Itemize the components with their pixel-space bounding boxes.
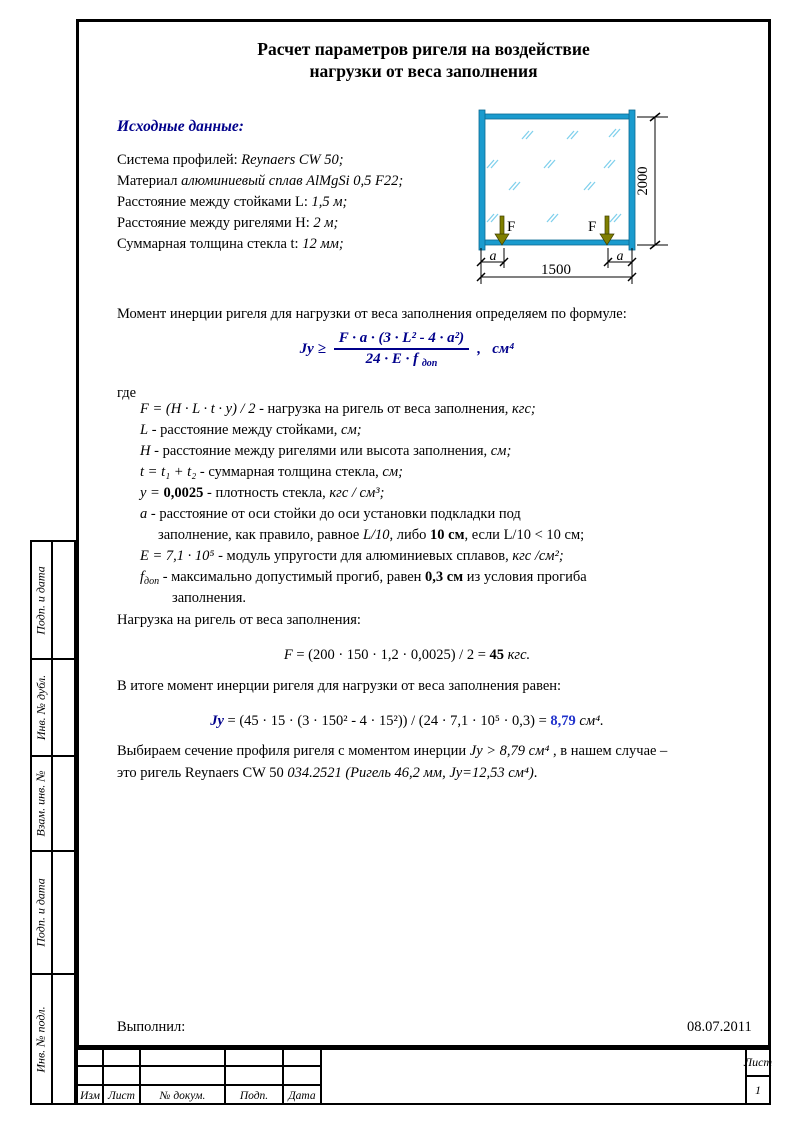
- text-segment: заполнения.: [172, 590, 247, 606]
- text-segment: Reynaers CW 50;: [241, 152, 344, 168]
- text-segment: алюминиевый сплав AlMgSi 0,5 F22;: [181, 173, 404, 189]
- page-title-line2: нагрузки от веса заполнения: [309, 61, 538, 81]
- stamp-main-cell: [320, 1048, 747, 1105]
- stamp-cell-data: [282, 1084, 322, 1105]
- text-segment: кгс.: [507, 647, 531, 663]
- formula-denominator: [334, 350, 469, 369]
- where-line: [140, 399, 536, 420]
- initial-data-line: [117, 213, 338, 234]
- text-segment: 12 мм;: [302, 236, 344, 252]
- sidebar-blank-cell: [51, 850, 76, 975]
- formula-lhs: Jy ≥: [299, 341, 326, 357]
- text-segment: .: [533, 765, 538, 781]
- text-segment: F: [283, 647, 293, 663]
- stamp-label-podp: Подп.: [239, 1090, 269, 1102]
- dimension-a-right-value: a: [616, 249, 624, 264]
- load-intro: Нагрузка на ригель от веса заполнения:: [117, 612, 361, 628]
- text-segment: Материал: [117, 173, 182, 189]
- sidebar-cell-podp-i-data-1: [30, 540, 53, 660]
- text-segment: 45: [489, 647, 504, 663]
- force-label-right: F: [588, 219, 597, 235]
- text-segment: H: [140, 443, 151, 459]
- initial-data-line: [117, 150, 344, 171]
- sidebar-label: Подп. и дата: [34, 878, 48, 947]
- sheet-label: Лист: [743, 1055, 773, 1069]
- top-transom: [484, 114, 630, 119]
- inertia-formula: [117, 330, 697, 369]
- text-segment: см;: [490, 443, 512, 459]
- sidebar-blank-cell: [51, 540, 76, 660]
- stamp-cell-list: [102, 1084, 141, 1105]
- text-segment: 2 м;: [313, 215, 339, 231]
- text-segment: - расстояние между ригелями или высота заполнения,: [150, 443, 491, 459]
- left-mullion: [479, 110, 485, 250]
- stamp-label-dokum: № докум.: [159, 1090, 206, 1102]
- conclusion-line2: [117, 763, 537, 784]
- inertia-intro: В итоге момент инерции ригеля для нагрузки от веса заполнения равен:: [117, 678, 562, 694]
- text-segment: из условия прогиба: [463, 569, 587, 585]
- text-segment: , в нашем случае –: [549, 743, 668, 759]
- text-segment: см;: [341, 422, 362, 438]
- formula-numerator: F · a · (3 · L² - 4 · a²): [334, 330, 469, 350]
- where-line-continuation: [172, 588, 246, 609]
- stamp-cell: [282, 1065, 322, 1086]
- stamp-cell-izm: [76, 1084, 104, 1105]
- initial-data-line: [117, 192, 347, 213]
- where-label: где: [117, 385, 137, 401]
- text-segment: - расстояние между стойками,: [148, 422, 342, 438]
- where-line: [140, 546, 564, 567]
- text-segment: - максимально допустимый прогиб, равен: [159, 569, 426, 585]
- text-segment: 10 см: [430, 527, 465, 543]
- sheet-number: 1: [755, 1082, 761, 1097]
- sidebar-label: Инв. № дубл.: [34, 674, 49, 741]
- dimension-width-value: 1500: [541, 262, 571, 278]
- glass-hatch-marks: [487, 129, 621, 222]
- text-segment: см;: [382, 464, 403, 480]
- stamp-cell: [76, 1065, 104, 1086]
- text-segment: E = 7,1 · 10⁵: [140, 548, 215, 564]
- document-date: 08.07.2011: [687, 1019, 752, 1035]
- stamp-label-list: Лист: [108, 1090, 135, 1102]
- executed-by-label: Выполнил:: [117, 1019, 186, 1035]
- text-segment: = (45 · 15 · (3 · 150² - 4 · 15²)) / (24 · 7,1 · 10⁵ · 0,3) =: [223, 713, 551, 729]
- page-title: [76, 38, 771, 82]
- initial-data-line: [117, 234, 344, 255]
- formula-denominator-sub: доп: [421, 358, 438, 369]
- text-segment: Jy: [210, 713, 224, 729]
- stamp-cell-podp: [224, 1084, 284, 1105]
- text-segment: Система профилей:: [117, 152, 242, 168]
- initial-data-heading: Исходные данные:: [117, 118, 244, 135]
- stamp-label-izm: Изм: [80, 1090, 100, 1102]
- text-segment: F = (H · L · t · y) / 2: [140, 401, 256, 417]
- text-segment: Суммарная толщина стекла t:: [117, 236, 303, 252]
- formula-denominator-main: 24 · E · f: [365, 351, 422, 367]
- text-segment: кгс /см²;: [512, 548, 564, 564]
- text-segment: = (200 · 150 · 1,2 · 0,0025) / 2 =: [292, 647, 490, 663]
- text-segment: , если L/10 < 10 см;: [464, 527, 585, 543]
- page-title-line1: Расчет параметров ригеля на воздействие: [257, 39, 590, 59]
- sidebar-label: Взам. инв. №: [34, 770, 48, 837]
- where-line: [140, 441, 511, 462]
- sidebar-blank-cell: [51, 755, 76, 852]
- dimension-a-left-value: a: [489, 249, 497, 264]
- text-segment: это ригель Reynaers CW 50: [117, 765, 288, 781]
- formula-units: , см⁴: [477, 341, 515, 357]
- sheet-label-cell: [745, 1048, 771, 1077]
- text-segment: 8,79: [550, 713, 576, 729]
- text-segment: 1,5 м;: [311, 194, 348, 210]
- where-line: [140, 420, 362, 441]
- stamp-label-data: Дата: [288, 1090, 316, 1102]
- text-segment: см⁴.: [579, 713, 604, 729]
- sidebar-cell-inv-dubl: [30, 658, 53, 757]
- where-line: [140, 483, 384, 504]
- text-segment: t = t₁ + t₂: [140, 464, 197, 480]
- text-segment: y =: [140, 485, 164, 501]
- force-label-left: F: [507, 219, 516, 235]
- sidebar-label: Инв. № подл.: [34, 1005, 49, 1073]
- text-segment: , либо: [389, 527, 431, 543]
- stamp-cell: [102, 1065, 141, 1086]
- stamp-cell: [139, 1065, 226, 1086]
- text-segment: кгс / см³;: [329, 485, 385, 501]
- sidebar-cell-vzam-inv: [30, 755, 53, 852]
- text-segment: 034.2521 (Ригель 46,2 мм, Jy=12,53 см⁴): [287, 765, 534, 781]
- where-line-continuation: [158, 525, 584, 546]
- text-segment: Расстояние между стойками L:: [117, 194, 312, 210]
- text-segment: - нагрузка на ригель от веса заполнения,: [255, 401, 513, 417]
- text-segment: f: [140, 569, 145, 585]
- text-segment: - плотность стекла,: [203, 485, 330, 501]
- load-equation: [117, 645, 697, 666]
- text-segment: 0,3 см: [425, 569, 464, 585]
- sidebar-blank-cell: [51, 973, 76, 1105]
- sidebar-cell-inv-podl: [30, 973, 53, 1105]
- sidebar-blank-cell: [51, 658, 76, 757]
- sidebar-cell-podp-i-data-2: [30, 850, 53, 975]
- text-segment: заполнение, как правило, равное: [158, 527, 363, 543]
- text-segment: L/10: [362, 527, 390, 543]
- glazing-diagram: [450, 98, 685, 290]
- formula-fraction: [334, 330, 469, 369]
- text-segment: Jy > 8,79 см⁴: [469, 743, 550, 759]
- text-segment: - расстояние от оси стойки до оси установки подкладки под: [147, 506, 521, 522]
- dimension-height-value: 2000: [635, 166, 651, 196]
- text-segment: доп: [144, 576, 160, 587]
- text-segment: - модуль упругости для алюминиевых сплавов,: [214, 548, 513, 564]
- sheet-number-cell: [745, 1075, 771, 1105]
- text-segment: L: [140, 422, 149, 438]
- where-line: [140, 462, 403, 483]
- text-segment: - суммарная толщина стекла,: [196, 464, 383, 480]
- text-segment: 0,0025: [163, 485, 204, 501]
- where-line: [140, 504, 521, 525]
- inertia-equation: [117, 711, 697, 732]
- stamp-cell: [224, 1065, 284, 1086]
- sidebar-label: Подп. и дата: [34, 565, 48, 635]
- text-segment: Выбираем сечение профиля ригеля с моментом инерции: [117, 743, 470, 759]
- text-segment: Расстояние между ригелями H:: [117, 215, 314, 231]
- text-segment: a: [140, 506, 148, 522]
- formula-intro: Момент инерции ригеля для нагрузки от веса заполнения определяем по формуле:: [117, 306, 627, 322]
- stamp-cell-dokum: [139, 1084, 226, 1105]
- initial-data-line: [117, 171, 403, 192]
- text-segment: кгс;: [512, 401, 536, 417]
- conclusion-line1: [117, 741, 667, 762]
